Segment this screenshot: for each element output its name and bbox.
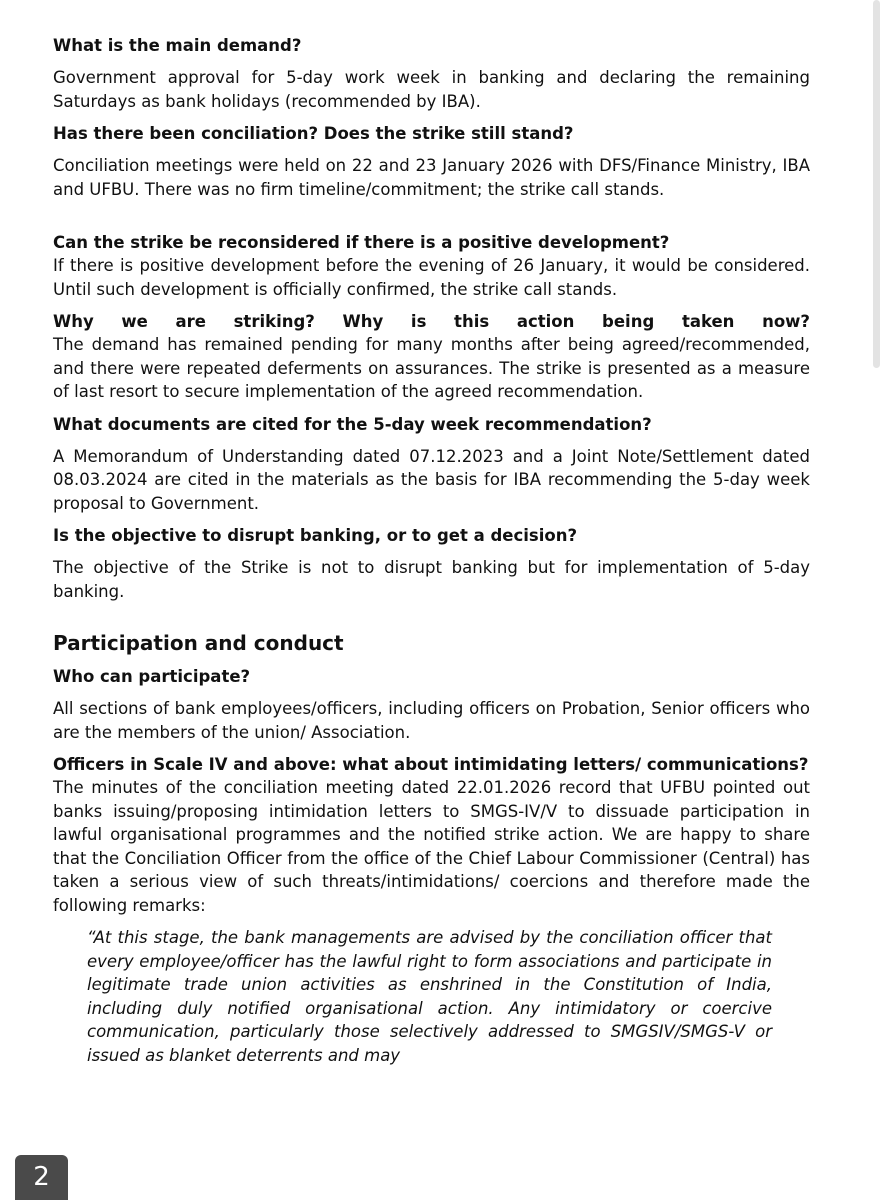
faq-question-objective: Is the objective to disrupt banking, or to get a decision?: [53, 526, 578, 545]
faq-answer-objective: The objective of the Strike is not to disrupt banking but for implementation of 5-day banking.: [53, 558, 810, 601]
page-number-badge: 2: [15, 1155, 68, 1200]
document-page: [53, 34, 810, 1067]
faq-answer-conciliation: Conciliation meetings were held on 22 and 23 January 2026 with DFS/Finance Ministry, IBA and UFBU. There was no firm timeline/commitment; the strike call stands.: [53, 156, 810, 199]
faq-question-who-can-participate: Who can participate?: [53, 667, 251, 686]
scrollbar[interactable]: [871, 0, 883, 1200]
faq-answer-main-demand: Government approval for 5-day work week in banking and declaring the remaining Saturdays as bank holidays (recommended by IBA).: [53, 68, 810, 111]
faq-question-reconsider: Can the strike be reconsidered if there is a positive development?: [53, 233, 670, 252]
faq-question-scale-iv-officers: Officers in Scale IV and above: what about intimidating letters/ communications?: [53, 755, 809, 774]
scrollbar-thumb[interactable]: [873, 0, 880, 368]
section-heading: Participation and conduct: [53, 631, 344, 655]
faq-question-main-demand: What is the main demand?: [53, 36, 302, 55]
faq-answer-why-striking: The demand has remained pending for many months after being agreed/recommended, and there were repeated deferments on assurances. The strike is presented as a measure of last resort to secure implementation of the agreed recommendation.: [53, 335, 810, 401]
faq-question-documents: What documents are cited for the 5-day week recommendation?: [53, 414, 652, 434]
conciliation-officer-quote: “At this stage, the bank managements are advised by the conciliation officer that every employee/officer has the lawful right to form associations and participate in legitimate trade union activities as enshrined in the Constitution of India, including duly notified organisational action. Any intimidatory or coercive communication, particularly those selectively addressed to SMGSIV/SMGS-V or issued as blanket deterrents and may: [87, 928, 772, 1065]
faq-question-conciliation: Has there been conciliation? Does the strike still stand?: [53, 124, 574, 143]
faq-answer-documents: A Memorandum of Understanding dated 07.12.2023 and a Joint Note/Settlement dated 08.03.2024 are cited in the materials as the basis for IBA recommending the 5-day week proposal to Government.: [53, 446, 810, 513]
faq-answer-who-can-participate: All sections of bank employees/officers, including officers on Probation, Senior officers who are the members of the union/ Association.: [53, 699, 810, 742]
faq-answer-reconsider: If there is positive development before the evening of 26 January, it would be considered. Until such development is officially confirmed, the strike call stands.: [53, 256, 810, 299]
faq-question-why-striking: Why we are striking? Why is this action being taken now?: [53, 312, 810, 331]
faq-answer-scale-iv-officers: The minutes of the conciliation meeting dated 22.01.2026 record that UFBU pointed out banks issuing/proposing intimidation letters to SMGS-IV/V to dissuade participation in lawful organisational programmes and the notified strike action. We are happy to share that the Conciliation Officer from the office of the Chief Labour Commissioner (Central) has taken a serious view of such threats/intimidations/ coercions and therefore made the following remarks:: [53, 778, 810, 915]
